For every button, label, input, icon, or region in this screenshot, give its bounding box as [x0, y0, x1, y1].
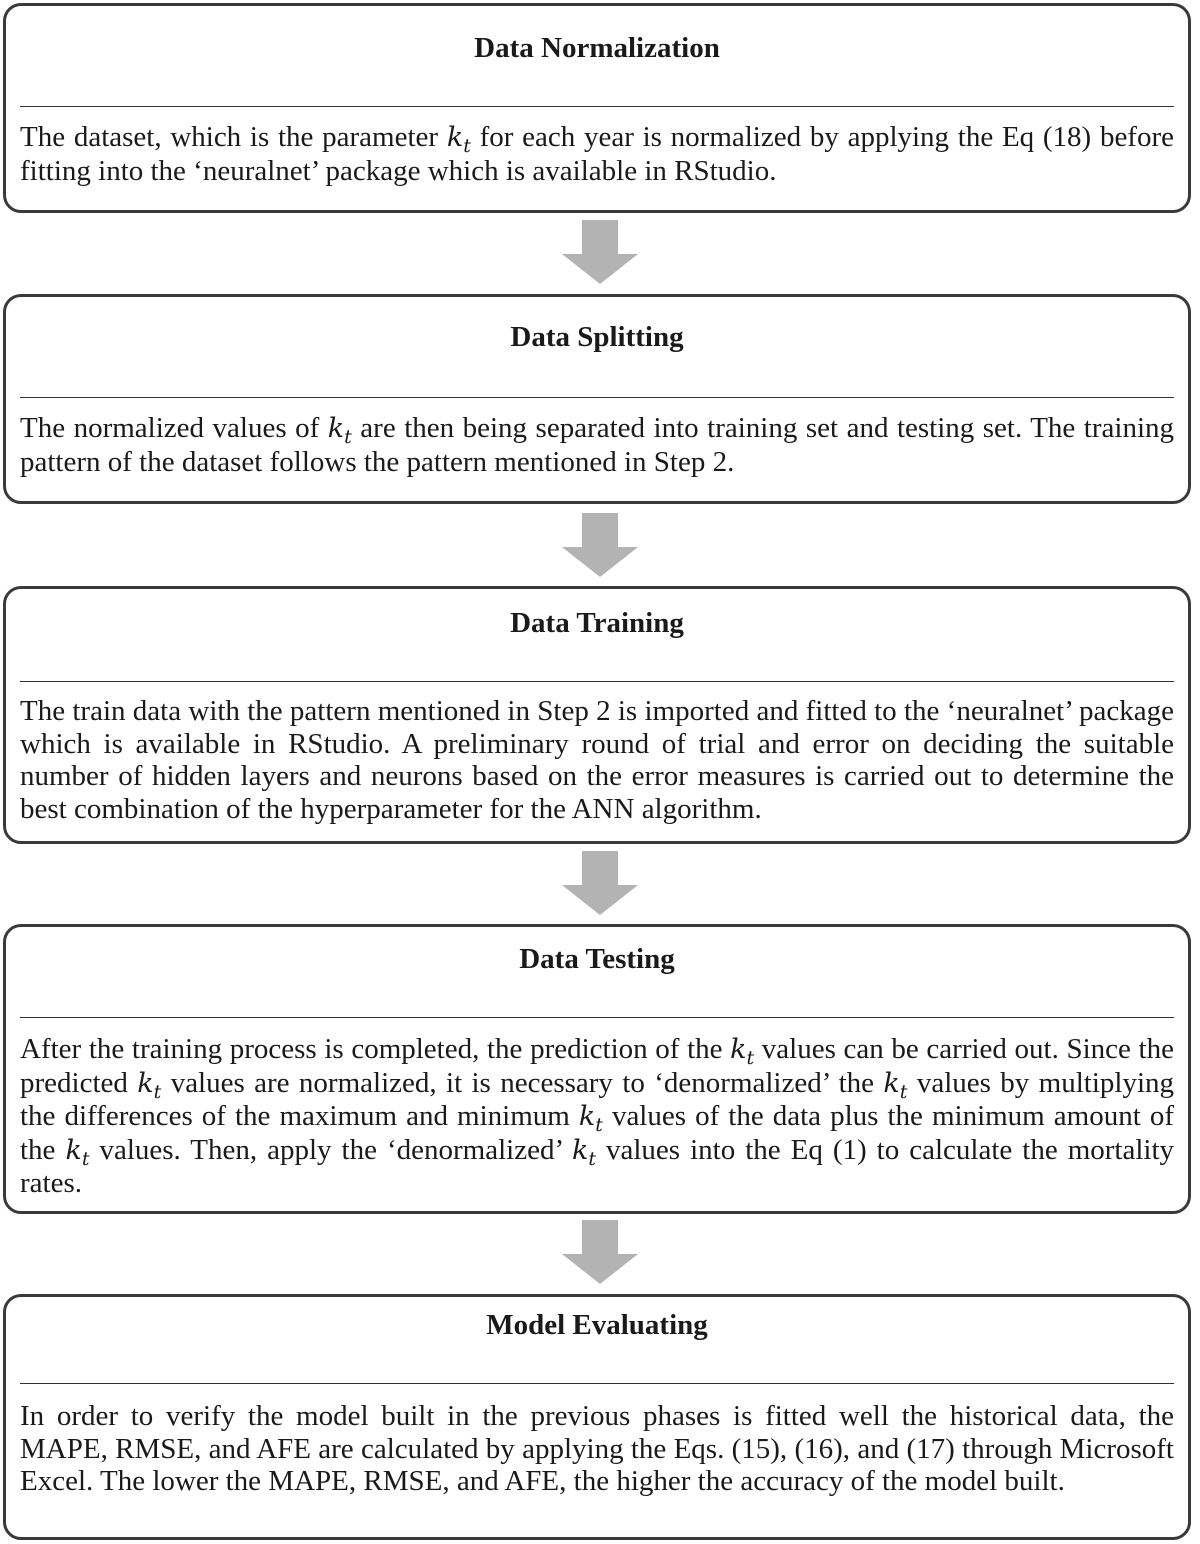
step-title: Data Splitting [510, 321, 684, 353]
step-box-data-normalization [3, 3, 1191, 213]
kt-symbol: $k_t$ [327, 413, 352, 448]
title-divider [20, 397, 1174, 398]
kt-symbol: $k_t$ [730, 1034, 755, 1069]
step-description: After the training process is completed, the prediction of the $k_t$ values can be carried out. Since the predicted $k_t$ values are normalized, it is necessary to ‘denormalized’ the $k_t$ values by multiplying the differences of the maximum and minimum $k_t$ values of the data plus the minimum amount of the $k_t$ values. Then, apply the ‘denormalized’ $k_t$ values into the Eq (1) to calculate the mortality rates. [20, 1033, 1175, 1199]
kt-symbol: $k_t$ [883, 1067, 908, 1103]
step-title: Model Evaluating [486, 1309, 708, 1341]
kt-symbol: $k_t$ [571, 1134, 596, 1170]
kt-symbol: $k_t$ [137, 1067, 162, 1103]
title-divider [20, 1017, 1174, 1018]
step-title: Data Normalization [474, 32, 720, 64]
kt-symbol: $k_t$ [65, 1134, 90, 1170]
step-description: The normalized values of $k_t$ are then being separated into training set and testing set. The training pattern of the dataset follows the pattern mentioned in Step 2. [20, 412, 1174, 478]
title-divider [20, 1383, 1174, 1384]
step-description: In order to verify the model built in the previous phases is fitted well the historical data, the MAPE, RMSE, and AFE are calculated by applying the Eqs. (15), (16), and (17) through Microsoft Excel. The lower the MAPE, RMSE, and AFE, the higher the accuracy of the model built. [20, 1400, 1174, 1497]
step-title: Data Testing [519, 943, 675, 975]
step-description: The dataset, which is the parameter $k_t$ for each year is normalized by applying the Eq (18) before fitting into the ‘neuralnet’ package which is available in RStudio. [20, 121, 1174, 187]
step-box-model-evaluating [3, 1294, 1191, 1540]
step-box-data-training [3, 586, 1191, 844]
down-arrow-icon [560, 851, 640, 915]
step-title: Data Training [510, 607, 684, 639]
step-description: The train data with the pattern mentioned in Step 2 is imported and fitted to the ‘neuralnet’ package which is available in RStudio. A preliminary round of trial and error on deciding the suitable number of hidden layers and neurons based on the error measures is carried out to determine the best combination of the hyperparameter for the ANN algorithm. [20, 695, 1174, 825]
kt-symbol: $k_t$ [446, 122, 471, 157]
down-arrow-icon [560, 513, 640, 577]
title-divider [20, 106, 1174, 107]
down-arrow-icon [560, 1220, 640, 1284]
down-arrow-icon [560, 220, 640, 284]
step-box-data-splitting [3, 294, 1191, 504]
kt-symbol: $k_t$ [578, 1101, 603, 1136]
step-box-data-testing [3, 924, 1191, 1214]
title-divider [20, 681, 1174, 682]
